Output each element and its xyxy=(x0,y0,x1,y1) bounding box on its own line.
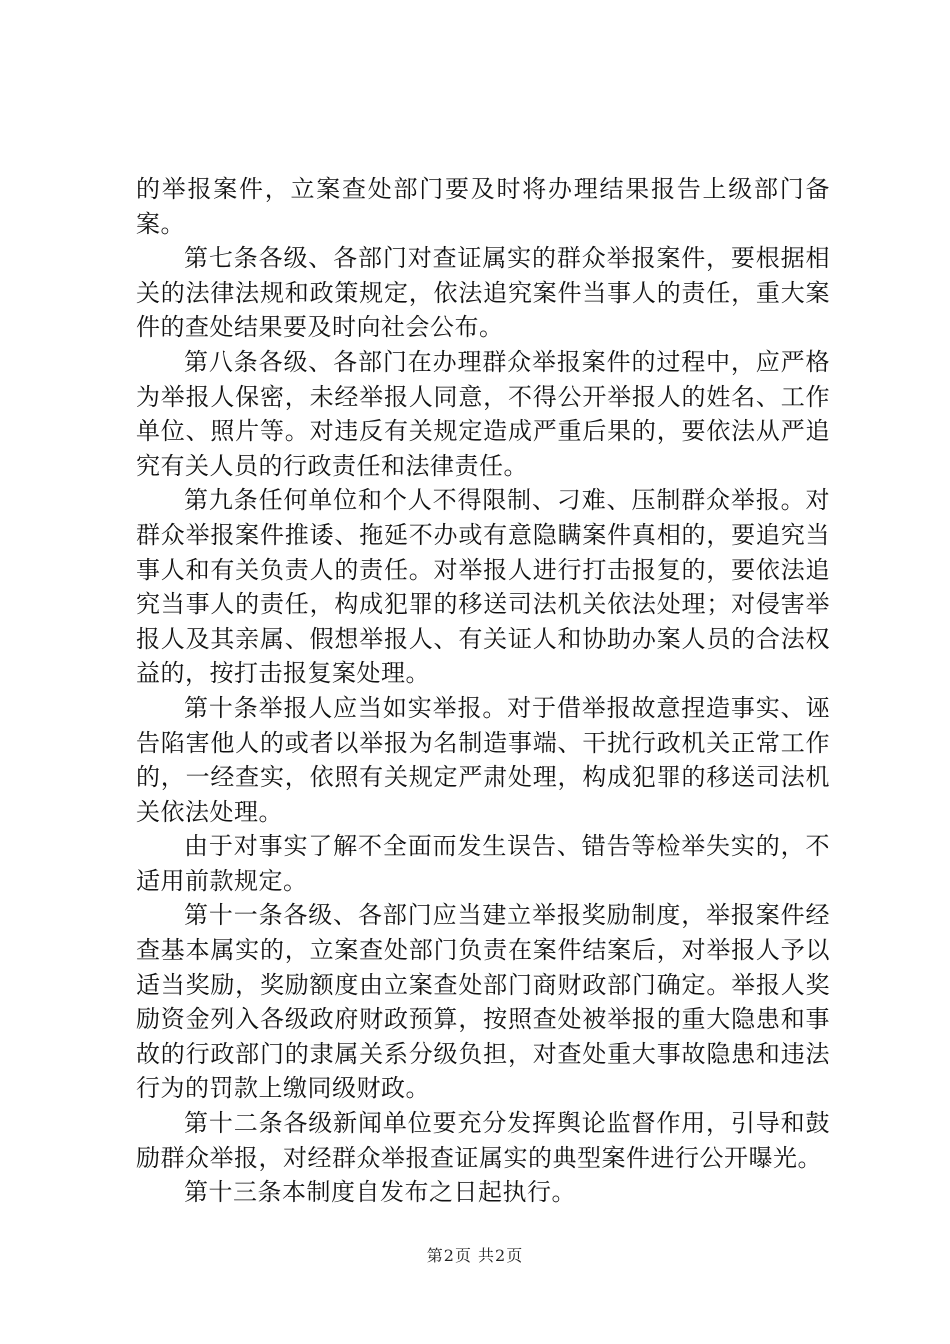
paragraph-article-7: 第七条各级、各部门对查证属实的群众举报案件，要根据相关的法律法规和政策规定，依法追究案件当事人的责任，重大案件的查处结果要及时向社会公布。 xyxy=(136,244,830,342)
paragraph-article-12: 第十二条各级新闻单位要充分发挥舆论监督作用，引导和鼓励群众举报，对经群众举报查证属实的典型案件进行公开曝光。 xyxy=(136,1109,830,1172)
paragraph-article-10-note: 由于对事实了解不全面而发生误告、错告等检举失实的，不适用前款规定。 xyxy=(136,832,830,895)
paragraph-article-11: 第十一条各级、各部门应当建立举报奖励制度，举报案件经查基本属实的，立案查处部门负责在案件结案后，对举报人予以适当奖励，奖励额度由立案查处部门商财政部门确定。举报人奖励资金列入各级政府财政预算，按照查处被举报的重大隐患和事故的行政部门的隶属关系分级负担，对查处重大事故隐患和违法行为的罚款上缴同级财政。 xyxy=(136,901,830,1103)
paragraph-continuation: 的举报案件，立案查处部门要及时将办理结果报告上级部门备案。 xyxy=(136,175,830,238)
paragraph-article-13: 第十三条本制度自发布之日起执行。 xyxy=(184,1178,576,1207)
document-body xyxy=(136,172,830,1210)
paragraph-article-10: 第十条举报人应当如实举报。对于借举报故意捏造事实、诬告陷害他人的或者以举报为名制造事端、干扰行政机关正常工作的，一经查实，依照有关规定严肃处理，构成犯罪的移送司法机关依法处理。 xyxy=(136,693,830,826)
paragraph-article-8: 第八条各级、各部门在办理群众举报案件的过程中，应严格为举报人保密，未经举报人同意，不得公开举报人的姓名、工作单位、照片等。对违反有关规定造成严重后果的，要依法从严追究有关人员的行政责任和法律责任。 xyxy=(136,347,830,480)
page-footer: 第2页 共2页 xyxy=(426,1246,524,1265)
paragraph-article-9: 第九条任何单位和个人不得限制、刁难、压制群众举报。对群众举报案件推诿、拖延不办或有意隐瞒案件真相的，要追究当事人和有关负责人的责任。对举报人进行打击报复的，要依法追究当事人的责任，构成犯罪的移送司法机关依法处理；对侵害举报人及其亲属、假想举报人、有关证人和协助办案人员的合法权益的，按打击报复案处理。 xyxy=(136,486,830,688)
